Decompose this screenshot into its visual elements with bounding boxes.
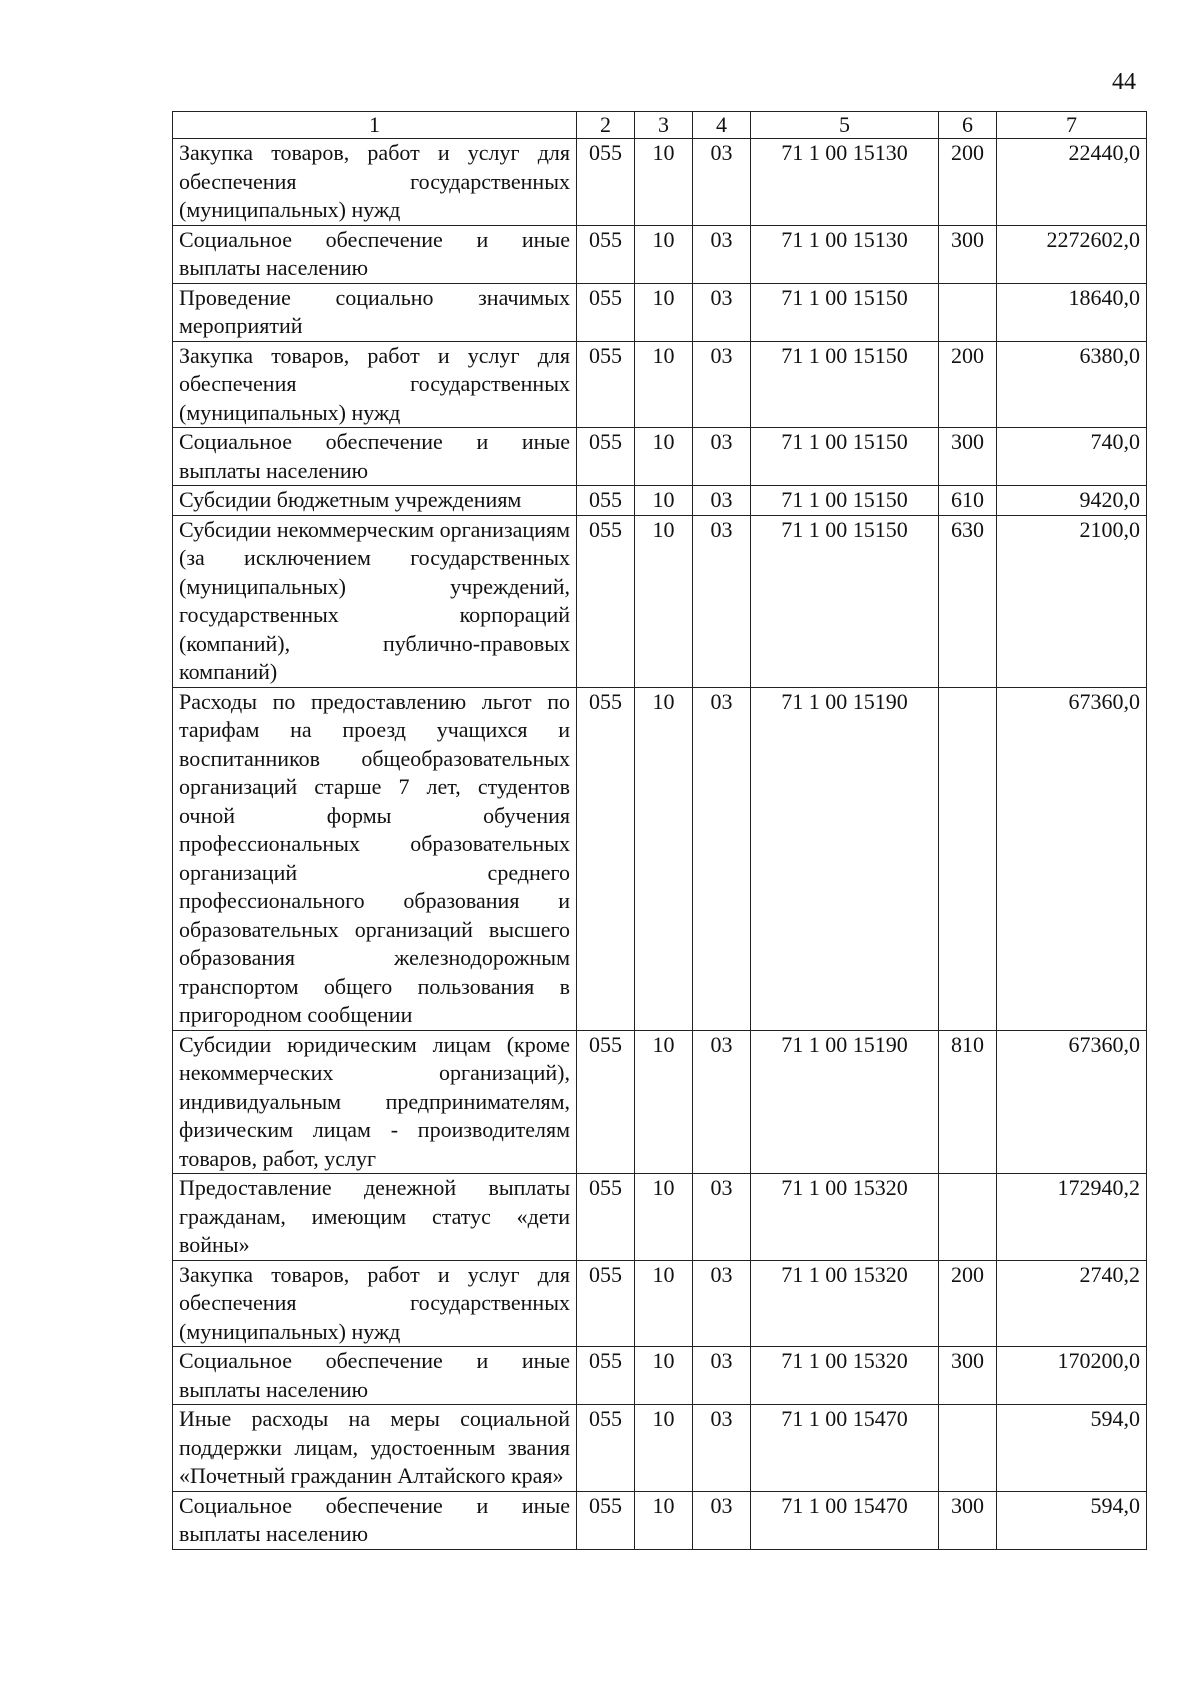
- row-section-code: 10: [635, 687, 693, 1030]
- column-header: 4: [693, 112, 751, 139]
- row-target-code: 71 1 00 15150: [751, 283, 939, 341]
- row-expense-type: 810: [939, 1030, 997, 1174]
- row-target-code: 71 1 00 15150: [751, 341, 939, 428]
- row-name: Проведение социально значимых мероприятий: [173, 283, 577, 341]
- row-target-code: 71 1 00 15190: [751, 687, 939, 1030]
- row-target-code: 71 1 00 15150: [751, 428, 939, 486]
- row-target-code: 71 1 00 15150: [751, 515, 939, 687]
- row-amount: 18640,0: [997, 283, 1147, 341]
- table-row: [173, 1347, 1147, 1405]
- row-subsection-code: 03: [693, 687, 751, 1030]
- table-body: [173, 139, 1147, 1550]
- row-amount: 67360,0: [997, 687, 1147, 1030]
- row-amount: 740,0: [997, 428, 1147, 486]
- row-name: Субсидии бюджетным учреждениям: [173, 486, 577, 516]
- row-section-code: 10: [635, 1174, 693, 1261]
- row-expense-type: 300: [939, 428, 997, 486]
- row-subsection-code: 03: [693, 1347, 751, 1405]
- row-target-code: 71 1 00 15320: [751, 1174, 939, 1261]
- row-section-code: 10: [635, 1347, 693, 1405]
- row-expense-type: 200: [939, 341, 997, 428]
- row-section-code: 10: [635, 428, 693, 486]
- row-amount: 9420,0: [997, 486, 1147, 516]
- row-expense-type: 300: [939, 1491, 997, 1549]
- column-header: 5: [751, 112, 939, 139]
- row-name: Иные расходы на меры социальной поддержки лицам, удостоенным звания «Почетный гражданин Алтайского края»: [173, 1405, 577, 1492]
- row-name: Социальное обеспечение и иные выплаты населению: [173, 225, 577, 283]
- row-expense-type: 200: [939, 1260, 997, 1347]
- row-ministry-code: 055: [577, 1174, 635, 1261]
- row-section-code: 10: [635, 515, 693, 687]
- table-row: [173, 283, 1147, 341]
- row-target-code: 71 1 00 15320: [751, 1260, 939, 1347]
- budget-table: [172, 111, 1147, 1550]
- row-section-code: 10: [635, 1491, 693, 1549]
- table-row: [173, 225, 1147, 283]
- column-header: 2: [577, 112, 635, 139]
- row-expense-type: [939, 1174, 997, 1261]
- row-subsection-code: 03: [693, 283, 751, 341]
- row-ministry-code: 055: [577, 341, 635, 428]
- table-row: [173, 1491, 1147, 1549]
- row-ministry-code: 055: [577, 515, 635, 687]
- row-name: Расходы по предоставлению льгот по тарифам на проезд учащихся и воспитанников общеобразовательных организаций старше 7 лет, студентов очной формы обучения профессиональных образовательных организаций среднего профессионального образования и образовательных организаций высшего образования железнодорожным транспортом общего пользования в пригородном сообщении: [173, 687, 577, 1030]
- row-name: Предоставление денежной выплаты гражданам, имеющим статус «дети войны»: [173, 1174, 577, 1261]
- row-section-code: 10: [635, 341, 693, 428]
- row-expense-type: 200: [939, 139, 997, 226]
- row-subsection-code: 03: [693, 428, 751, 486]
- column-header: 3: [635, 112, 693, 139]
- row-ministry-code: 055: [577, 1405, 635, 1492]
- row-target-code: 71 1 00 15130: [751, 139, 939, 226]
- column-header: 7: [997, 112, 1147, 139]
- row-amount: 6380,0: [997, 341, 1147, 428]
- row-section-code: 10: [635, 486, 693, 516]
- row-target-code: 71 1 00 15470: [751, 1405, 939, 1492]
- row-subsection-code: 03: [693, 1260, 751, 1347]
- row-subsection-code: 03: [693, 1030, 751, 1174]
- row-name: Социальное обеспечение и иные выплаты населению: [173, 1347, 577, 1405]
- table-row: [173, 515, 1147, 687]
- row-ministry-code: 055: [577, 687, 635, 1030]
- row-name: Социальное обеспечение и иные выплаты населению: [173, 1491, 577, 1549]
- row-ministry-code: 055: [577, 1030, 635, 1174]
- row-ministry-code: 055: [577, 428, 635, 486]
- row-amount: 2740,2: [997, 1260, 1147, 1347]
- row-ministry-code: 055: [577, 225, 635, 283]
- row-expense-type: 630: [939, 515, 997, 687]
- row-expense-type: [939, 283, 997, 341]
- row-name: Социальное обеспечение и иные выплаты населению: [173, 428, 577, 486]
- table-row: [173, 687, 1147, 1030]
- table-row: [173, 341, 1147, 428]
- row-section-code: 10: [635, 1405, 693, 1492]
- row-amount: 22440,0: [997, 139, 1147, 226]
- row-target-code: 71 1 00 15150: [751, 486, 939, 516]
- row-name: Закупка товаров, работ и услуг для обеспечения государственных (муниципальных) нужд: [173, 139, 577, 226]
- row-subsection-code: 03: [693, 225, 751, 283]
- table-row: [173, 486, 1147, 516]
- page-number: 44: [1112, 69, 1136, 95]
- row-ministry-code: 055: [577, 139, 635, 226]
- row-subsection-code: 03: [693, 1174, 751, 1261]
- row-expense-type: 300: [939, 1347, 997, 1405]
- row-target-code: 71 1 00 15130: [751, 225, 939, 283]
- row-ministry-code: 055: [577, 1260, 635, 1347]
- table-row: [173, 1405, 1147, 1492]
- row-target-code: 71 1 00 15190: [751, 1030, 939, 1174]
- row-section-code: 10: [635, 1030, 693, 1174]
- table-row: [173, 139, 1147, 226]
- row-amount: 2272602,0: [997, 225, 1147, 283]
- row-amount: 67360,0: [997, 1030, 1147, 1174]
- row-expense-type: [939, 1405, 997, 1492]
- row-amount: 172940,2: [997, 1174, 1147, 1261]
- row-target-code: 71 1 00 15320: [751, 1347, 939, 1405]
- row-ministry-code: 055: [577, 283, 635, 341]
- row-subsection-code: 03: [693, 486, 751, 516]
- row-ministry-code: 055: [577, 1491, 635, 1549]
- row-ministry-code: 055: [577, 1347, 635, 1405]
- row-name: Закупка товаров, работ и услуг для обеспечения государственных (муниципальных) нужд: [173, 341, 577, 428]
- row-amount: 594,0: [997, 1405, 1147, 1492]
- row-subsection-code: 03: [693, 139, 751, 226]
- row-section-code: 10: [635, 225, 693, 283]
- row-section-code: 10: [635, 1260, 693, 1347]
- row-name: Субсидии некоммерческим организациям (за исключением государственных (муниципальных) учреждений, государственных корпораций (компаний), публично-правовых компаний): [173, 515, 577, 687]
- table-row: [173, 1174, 1147, 1261]
- row-expense-type: 610: [939, 486, 997, 516]
- row-name: Субсидии юридическим лицам (кроме некоммерческих организаций), индивидуальным предпринимателям, физическим лицам - производителям товаров, работ, услуг: [173, 1030, 577, 1174]
- column-header: 6: [939, 112, 997, 139]
- table-header-row: [173, 112, 1147, 139]
- row-ministry-code: 055: [577, 486, 635, 516]
- row-subsection-code: 03: [693, 1491, 751, 1549]
- table-row: [173, 1260, 1147, 1347]
- table-row: [173, 428, 1147, 486]
- row-expense-type: [939, 687, 997, 1030]
- row-subsection-code: 03: [693, 1405, 751, 1492]
- row-amount: 170200,0: [997, 1347, 1147, 1405]
- table-row: [173, 1030, 1147, 1174]
- row-amount: 594,0: [997, 1491, 1147, 1549]
- column-header: 1: [173, 112, 577, 139]
- row-name: Закупка товаров, работ и услуг для обеспечения государственных (муниципальных) нужд: [173, 1260, 577, 1347]
- row-amount: 2100,0: [997, 515, 1147, 687]
- row-section-code: 10: [635, 139, 693, 226]
- row-subsection-code: 03: [693, 341, 751, 428]
- row-section-code: 10: [635, 283, 693, 341]
- row-subsection-code: 03: [693, 515, 751, 687]
- row-expense-type: 300: [939, 225, 997, 283]
- row-target-code: 71 1 00 15470: [751, 1491, 939, 1549]
